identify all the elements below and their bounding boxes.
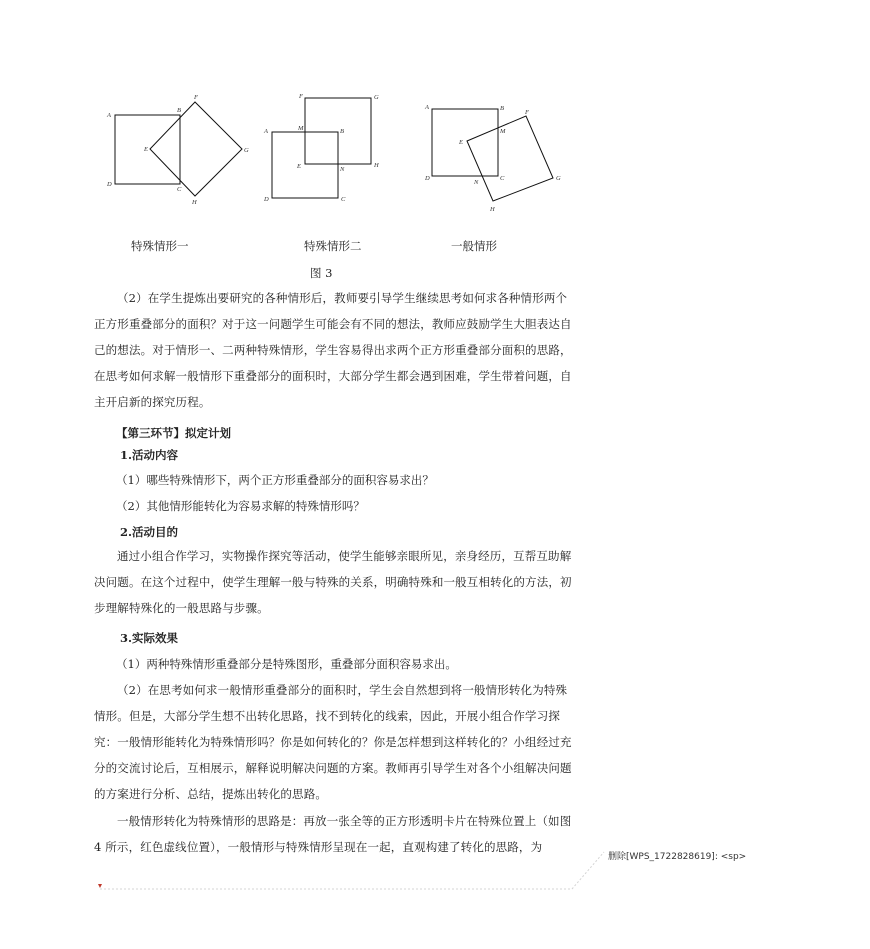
label-B: B (340, 128, 344, 135)
label-G: G (556, 175, 561, 182)
label-H: H (374, 162, 379, 169)
label-N: N (474, 179, 479, 186)
paragraph-activity-purpose: 通过小组合作学习，实物操作探究等活动，使学生能够亲眼所见，亲身经历，互帮互助解决问题。在这个过程中，使学生理解一般与特殊的关系，明确特殊和一般互相转化的方法，初步理解特殊化的一般思路与步骤。 (94, 549, 572, 615)
label-C: C (177, 186, 182, 193)
label-H: H (490, 206, 495, 213)
label-C: C (500, 175, 505, 182)
label-N: N (340, 166, 345, 173)
paragraph-transformation-idea: 一般情形转化为特殊情形的思路是：再放一张全等的正方形透明卡片在特殊位置上（如图 4 所示，红色虚线位置），一般情形与特殊情形呈现在一起，直观构建了转化的思路，为 (94, 814, 572, 854)
label-B: B (500, 105, 504, 112)
label-F: F (525, 109, 529, 116)
label-A: A (107, 112, 111, 119)
result-1: （1）两种特殊情形重叠部分是特殊图形，重叠部分面积容易求出。 (116, 657, 457, 671)
label-M: M (500, 128, 506, 135)
label-H: H (192, 199, 197, 206)
heading-activity-purpose: 2.活动目的 (120, 525, 179, 539)
label-D: D (107, 181, 112, 188)
label-M: M (298, 125, 304, 132)
heading-activity-content: 1.活动内容 (120, 448, 179, 462)
label-B: B (177, 107, 181, 114)
caption-special-case-two: 特殊情形二 (304, 239, 362, 253)
label-G: G (374, 94, 379, 101)
revision-comment[interactable]: 删除[WPS_1722828619]: <sp> (608, 852, 747, 862)
revision-marker-icon (98, 884, 102, 888)
label-F: F (194, 94, 198, 101)
label-E: E (297, 163, 301, 170)
label-F: F (299, 93, 303, 100)
question-1: （1）哪些特殊情形下，两个正方形重叠部分的面积容易求出？ (116, 473, 434, 487)
paragraph-teacher-guidance: （2）在学生提炼出要研究的各种情形后，教师要引导学生继续思考如何求各种情形两个正方形重叠部分的面积？对于这一问题学生可能会有不同的想法，教师应鼓励学生大胆表达自己的想法。对于情形一、二两种特殊情形，学生容易得出求两个正方形重叠部分面积的思路，在思考如何求解一般情形下重叠部分的面积时，大部分学生都会遇到困难，学生带着问题，自主开启新的探究历程。 (94, 291, 572, 409)
caption-general-case: 一般情形 (451, 239, 497, 253)
label-C: C (341, 196, 346, 203)
heading-actual-effect: 3.实际效果 (120, 631, 179, 645)
label-G: G (244, 147, 249, 154)
figure-number: 图 3 (310, 266, 333, 280)
label-D: D (264, 196, 269, 203)
label-E: E (459, 139, 463, 146)
paragraph-actual-effect: （2）在思考如何求一般情形重叠部分的面积时，学生会自然想到将一般情形转化为特殊情形。但是，大部分学生想不出转化思路，找不到转化的线索，因此，开展小组合作学习探究：一般情形能转化为特殊情形吗？你是如何转化的？你是怎样想到这样转化的？小组经过充分的交流讨论后，互相展示，解释说明解决问题的方案。教师再引导学生对各个小组解决问题的方案进行分析、总结，提炼出转化的思路。 (94, 683, 572, 801)
label-D: D (425, 175, 430, 182)
label-A: A (264, 128, 268, 135)
question-2: （2）其他情形能转化为容易求解的特殊情形吗？ (116, 499, 365, 513)
caption-special-case-one: 特殊情形一 (131, 239, 189, 253)
section-heading: 【第三环节】拟定计划 (116, 426, 231, 440)
label-A: A (425, 104, 429, 111)
label-E: E (144, 146, 148, 153)
